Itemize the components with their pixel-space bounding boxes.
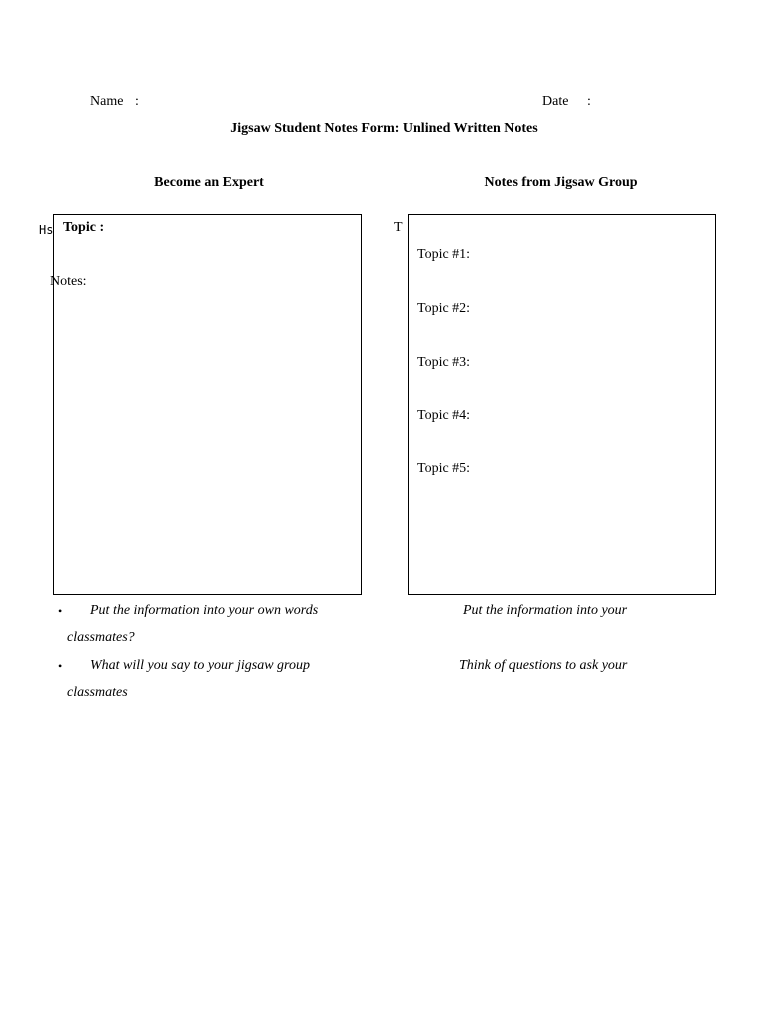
- topic-3-label: Topic #3:: [417, 355, 471, 370]
- left-heading: Become an Expert: [154, 175, 264, 190]
- topic-1-label: Topic #1:: [417, 247, 471, 262]
- expert-notes-box[interactable]: [53, 214, 362, 595]
- right-instruction-1: Put the information into your: [463, 603, 628, 618]
- name-label: Name: [90, 94, 124, 109]
- date-colon: :: [587, 94, 591, 109]
- topic-2-label: Topic #2:: [417, 301, 471, 316]
- topic-5-label: Topic #5:: [417, 461, 471, 476]
- topic-4-label: Topic #4:: [417, 408, 471, 423]
- instruction-1-wrap: classmates?: [67, 630, 135, 645]
- instruction-1: Put the information into your own words: [90, 603, 319, 618]
- page-title: Jigsaw Student Notes Form: Unlined Written Notes: [230, 121, 538, 136]
- expert-topic-label: Topic :: [63, 220, 105, 235]
- right-heading: Notes from Jigsaw Group: [484, 175, 638, 190]
- right-instruction-2: Think of questions to ask your: [459, 658, 628, 673]
- instruction-2-wrap: classmates: [67, 685, 128, 700]
- right-marker: T: [394, 220, 403, 235]
- expert-notes-label: Notes:: [50, 274, 87, 289]
- jigsaw-notes-box[interactable]: [408, 214, 716, 595]
- bullet-icon: •: [58, 659, 63, 673]
- bullet-icon: •: [58, 604, 63, 618]
- instruction-2: What will you say to your jigsaw group: [90, 658, 310, 673]
- left-marker: Hs: [39, 223, 54, 237]
- date-label: Date: [542, 94, 569, 109]
- name-colon: :: [135, 94, 139, 109]
